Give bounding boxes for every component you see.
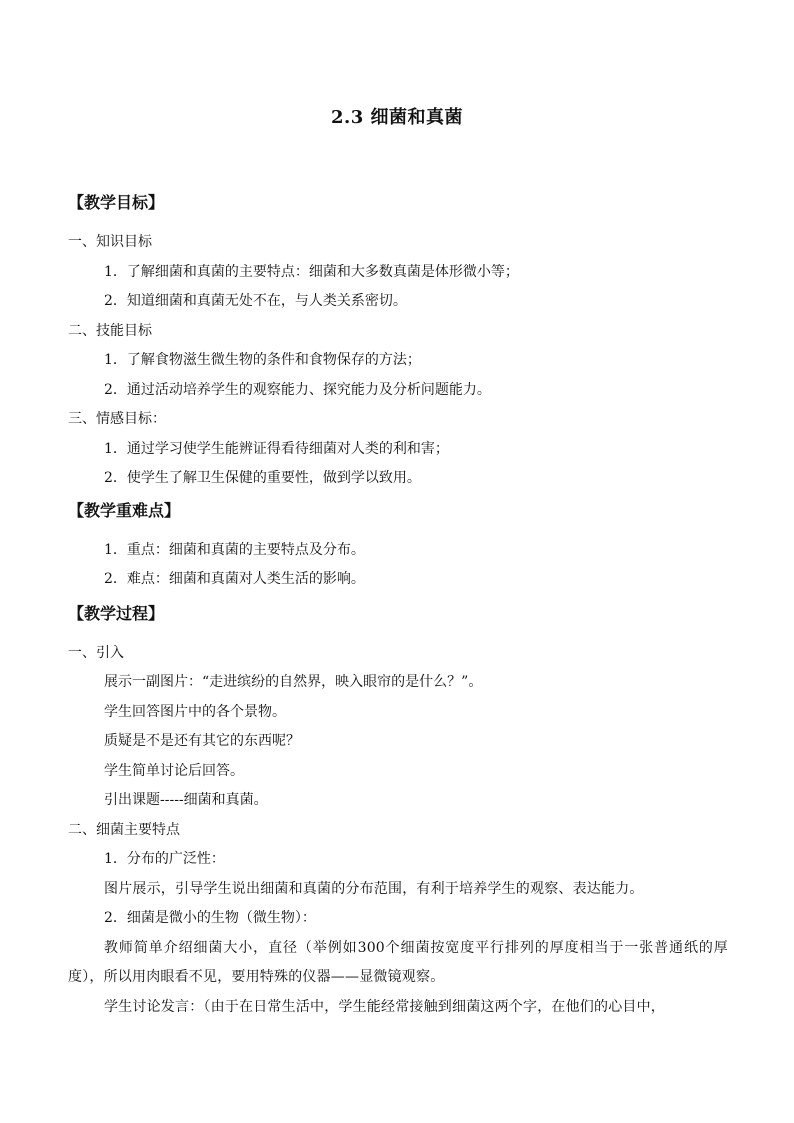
emotion-goal-item: 1．通过学习使学生能辨证得看待细菌对人类的利和害； — [104, 440, 449, 457]
document-body — [68, 186, 728, 1022]
skill-goals-label: 二、技能目标 — [68, 322, 152, 339]
features-label: 二、细菌主要特点 — [68, 821, 180, 838]
feature-distribution-text: 图片展示，引导学生说出细菌和真菌的分布范围，有利于培养学生的观察、表达能力。 — [104, 880, 644, 897]
intro-line: 引出课题-----细菌和真菌。 — [104, 792, 268, 808]
emotion-goal-item: 2．使学生了解卫生保健的重要性，做到学以致用。 — [104, 470, 421, 486]
intro-line: 学生回答图片中的各个景物。 — [104, 703, 286, 720]
intro-line: 学生简单讨论后回答。 — [104, 762, 244, 779]
skill-goal-item: 1．了解食物滋生微生物的条件和食物保存的方法； — [104, 352, 421, 368]
knowledge-goal-item: 1．了解细菌和真菌的主要特点：细菌和大多数真菌是体形微小等； — [104, 263, 519, 280]
skill-goal-item: 2．通过活动培养学生的观察能力、探究能力及分析问题能力。 — [104, 381, 491, 398]
intro-line: 质疑是不是还有其它的东西呢？ — [104, 733, 300, 749]
intro-label: 一、引入 — [68, 644, 124, 661]
knowledge-goal-item: 2．知道细菌和真菌无处不在，与人类关系密切。 — [104, 293, 407, 309]
intro-line: 展示一副图片：“走进缤纷的自然界，映入眼帘的是什么？”。 — [104, 674, 483, 690]
key-point-item: 2．难点：细菌和真菌对人类生活的影响。 — [104, 571, 365, 587]
document-title: 2.3 细菌和真菌 — [330, 107, 464, 128]
section-heading-process: 【教学过程】 — [68, 603, 165, 623]
emotion-goals-label: 三、情感目标： — [68, 411, 166, 427]
section-heading-key-points: 【教学重难点】 — [68, 500, 181, 520]
feature-microbe-text: 教师简单介绍细菌大小，直径（举例如300个细菌按宽度平行排列的厚度相当于一张普通纸的厚度），所以用肉眼看不见，要用特殊的仪器——显微镜观察。 — [68, 939, 728, 985]
section-heading-goals: 【教学目标】 — [68, 193, 165, 212]
feature-item-microbe: 2．细菌是微小的生物（微生物）： — [104, 910, 316, 926]
feature-item-distribution: 1．分布的广泛性： — [104, 851, 225, 867]
student-discussion-text: 学生讨论发言：（由于在日常生活中，学生能经常接触到细菌这两个字，在他们的心目中， — [104, 998, 665, 1015]
key-point-item: 1．重点：细菌和真菌的主要特点及分布。 — [104, 541, 365, 558]
knowledge-goals-label: 一、知识目标 — [68, 234, 152, 250]
